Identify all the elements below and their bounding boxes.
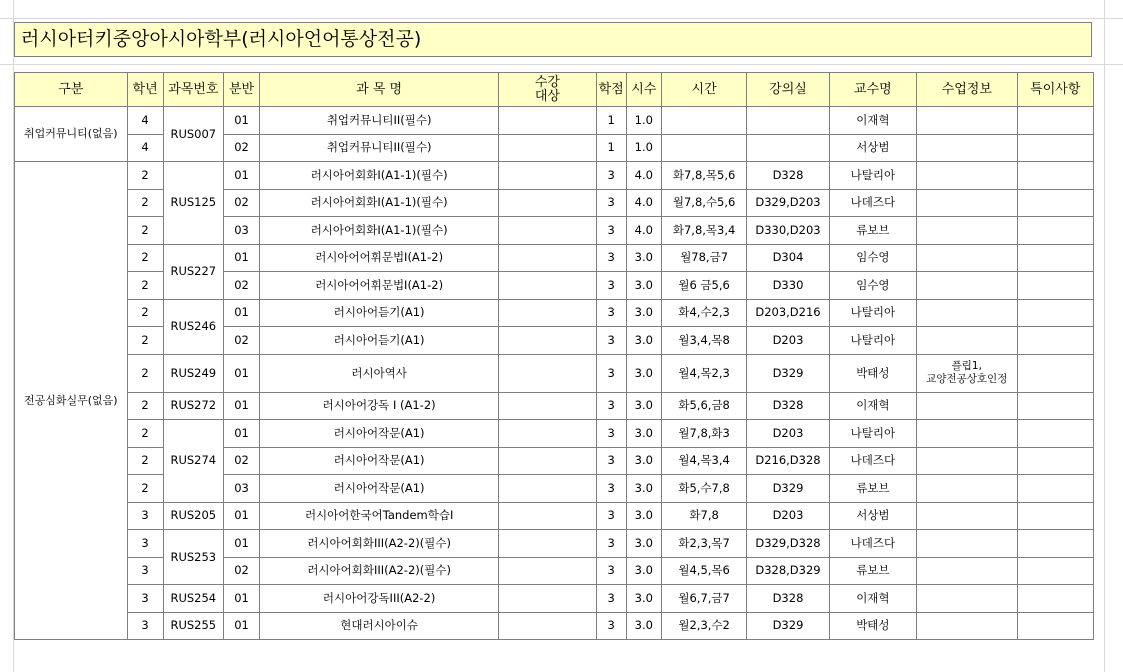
- notes-cell[interactable]: [1017, 392, 1093, 420]
- course-name-cell[interactable]: 러시아어작문(A1): [260, 475, 499, 503]
- hours-cell[interactable]: 3.0: [626, 392, 661, 420]
- room-cell[interactable]: D203: [747, 327, 829, 355]
- info-cell[interactable]: [917, 217, 1017, 245]
- header-room[interactable]: 강의실: [747, 73, 829, 107]
- credit-cell[interactable]: 3: [596, 299, 626, 327]
- notes-cell[interactable]: [1017, 162, 1093, 190]
- course-no-cell[interactable]: RUS007: [163, 107, 223, 162]
- info-cell[interactable]: [917, 475, 1017, 503]
- time-cell[interactable]: 월3,4,목8: [661, 327, 746, 355]
- course-no-cell[interactable]: RUS274: [163, 420, 223, 503]
- professor-cell[interactable]: 이재혁: [829, 392, 916, 420]
- time-cell[interactable]: [661, 107, 746, 135]
- time-cell[interactable]: 월4,5,목6: [661, 557, 746, 585]
- year-cell[interactable]: 2: [127, 217, 163, 245]
- info-cell[interactable]: [917, 189, 1017, 217]
- hours-cell[interactable]: 3.0: [626, 327, 661, 355]
- year-cell[interactable]: 2: [127, 272, 163, 300]
- room-cell[interactable]: D203: [747, 502, 829, 530]
- target-cell[interactable]: [499, 420, 596, 448]
- credit-cell[interactable]: 1: [596, 134, 626, 162]
- header-professor[interactable]: 교수명: [829, 73, 916, 107]
- room-cell[interactable]: D328: [747, 585, 829, 613]
- time-cell[interactable]: 화5,수7,8: [661, 475, 746, 503]
- professor-cell[interactable]: 서상범: [829, 134, 916, 162]
- professor-cell[interactable]: 임수영: [829, 244, 916, 272]
- year-cell[interactable]: 3: [127, 585, 163, 613]
- target-cell[interactable]: [499, 557, 596, 585]
- course-name-cell[interactable]: 러시아어강독 I (A1-2): [260, 392, 499, 420]
- time-cell[interactable]: 월4,목3,4: [661, 447, 746, 475]
- professor-cell[interactable]: 류보브: [829, 475, 916, 503]
- table-row: [15, 420, 1094, 448]
- hours-cell[interactable]: 3.0: [626, 420, 661, 448]
- target-cell[interactable]: [499, 134, 596, 162]
- target-cell[interactable]: [499, 502, 596, 530]
- header-category[interactable]: 구분: [15, 73, 128, 107]
- course-name-cell[interactable]: 취업커뮤니티II(필수): [260, 107, 499, 135]
- section-cell[interactable]: 01: [223, 530, 259, 558]
- notes-cell[interactable]: [1017, 327, 1093, 355]
- info-cell[interactable]: [917, 502, 1017, 530]
- header-section[interactable]: 분반: [223, 73, 259, 107]
- course-name-cell[interactable]: 러시아어회화III(A2-2)(필수): [260, 557, 499, 585]
- room-cell[interactable]: D216,D328: [747, 447, 829, 475]
- course-no-cell[interactable]: RUS249: [163, 354, 223, 392]
- info-cell[interactable]: [917, 557, 1017, 585]
- hours-cell[interactable]: 3.0: [626, 475, 661, 503]
- room-cell[interactable]: [747, 134, 829, 162]
- hours-cell[interactable]: 3.0: [626, 447, 661, 475]
- notes-cell[interactable]: [1017, 107, 1093, 135]
- room-cell[interactable]: D328,D329: [747, 557, 829, 585]
- section-cell[interactable]: 02: [223, 134, 259, 162]
- section-cell[interactable]: 01: [223, 162, 259, 190]
- table-row: [15, 502, 1094, 530]
- header-row: [15, 73, 1094, 107]
- time-cell[interactable]: 화7,8,목3,4: [661, 217, 746, 245]
- time-cell[interactable]: [661, 134, 746, 162]
- target-cell[interactable]: [499, 585, 596, 613]
- year-cell[interactable]: 2: [127, 162, 163, 190]
- professor-cell[interactable]: 나탈리아: [829, 299, 916, 327]
- room-cell[interactable]: D329,D328: [747, 530, 829, 558]
- info-cell[interactable]: [917, 392, 1017, 420]
- section-cell[interactable]: 02: [223, 327, 259, 355]
- table-row: [15, 612, 1094, 640]
- year-cell[interactable]: 2: [127, 447, 163, 475]
- credit-cell[interactable]: 3: [596, 162, 626, 190]
- time-cell[interactable]: 화2,3,목7: [661, 530, 746, 558]
- info-cell[interactable]: [917, 447, 1017, 475]
- credit-cell[interactable]: 1: [596, 107, 626, 135]
- table-row: [15, 530, 1094, 558]
- category-cell[interactable]: 취업커뮤니티(없음): [15, 107, 128, 162]
- notes-cell[interactable]: [1017, 475, 1093, 503]
- course-name-cell[interactable]: 러시아어듣기(A1): [260, 299, 499, 327]
- info-cell[interactable]: 플립1, 교양전공상호인정: [917, 354, 1017, 392]
- notes-cell[interactable]: [1017, 217, 1093, 245]
- section-cell[interactable]: 01: [223, 244, 259, 272]
- notes-cell[interactable]: [1017, 502, 1093, 530]
- professor-cell[interactable]: 박태성: [829, 354, 916, 392]
- info-cell[interactable]: [917, 612, 1017, 640]
- hours-cell[interactable]: 3.0: [626, 299, 661, 327]
- time-cell[interactable]: 화7,8,목5,6: [661, 162, 746, 190]
- professor-cell[interactable]: 임수영: [829, 272, 916, 300]
- category-cell[interactable]: 전공심화실무(없음): [15, 162, 128, 640]
- section-cell[interactable]: 02: [223, 447, 259, 475]
- year-cell[interactable]: 2: [127, 392, 163, 420]
- hours-cell[interactable]: 4.0: [626, 217, 661, 245]
- header-notes[interactable]: 특이사항: [1017, 73, 1093, 107]
- info-cell[interactable]: [917, 244, 1017, 272]
- year-cell[interactable]: 3: [127, 557, 163, 585]
- hours-cell[interactable]: 3.0: [626, 557, 661, 585]
- info-cell[interactable]: [917, 299, 1017, 327]
- credit-cell[interactable]: 3: [596, 612, 626, 640]
- notes-cell[interactable]: [1017, 557, 1093, 585]
- course-name-cell[interactable]: 러시아어어휘문법I(A1-2): [260, 244, 499, 272]
- year-cell[interactable]: 2: [127, 189, 163, 217]
- target-cell[interactable]: [499, 189, 596, 217]
- target-cell[interactable]: [499, 217, 596, 245]
- time-cell[interactable]: 월2,3,수2: [661, 612, 746, 640]
- notes-cell[interactable]: [1017, 612, 1093, 640]
- section-cell[interactable]: 03: [223, 475, 259, 503]
- credit-cell[interactable]: 3: [596, 502, 626, 530]
- year-cell[interactable]: 3: [127, 502, 163, 530]
- year-cell[interactable]: 4: [127, 134, 163, 162]
- table-row: [15, 244, 1094, 272]
- professor-cell[interactable]: 이재혁: [829, 585, 916, 613]
- room-cell[interactable]: D330: [747, 272, 829, 300]
- notes-cell[interactable]: [1017, 585, 1093, 613]
- table-row: [15, 585, 1094, 613]
- section-cell[interactable]: 02: [223, 272, 259, 300]
- course-name-cell[interactable]: 러시아어작문(A1): [260, 420, 499, 448]
- info-cell[interactable]: [917, 134, 1017, 162]
- course-name-cell[interactable]: 러시아어회화III(A2-2)(필수): [260, 530, 499, 558]
- sheet-title[interactable]: 러시아터키중앙아시아학부(러시아언어통상전공): [14, 22, 1092, 57]
- credit-cell[interactable]: 3: [596, 420, 626, 448]
- target-cell[interactable]: [499, 392, 596, 420]
- room-cell[interactable]: D330,D203: [747, 217, 829, 245]
- course-name-cell[interactable]: 러시아어강독III(A2-2): [260, 585, 499, 613]
- target-cell[interactable]: [499, 299, 596, 327]
- section-cell[interactable]: 01: [223, 299, 259, 327]
- course-no-cell[interactable]: RUS253: [163, 530, 223, 585]
- hours-cell[interactable]: 4.0: [626, 162, 661, 190]
- notes-cell[interactable]: [1017, 189, 1093, 217]
- hours-cell[interactable]: 3.0: [626, 502, 661, 530]
- room-cell[interactable]: D329: [747, 475, 829, 503]
- target-cell[interactable]: [499, 612, 596, 640]
- professor-cell[interactable]: 나데즈다: [829, 530, 916, 558]
- credit-cell[interactable]: 3: [596, 475, 626, 503]
- credit-cell[interactable]: 3: [596, 354, 626, 392]
- header-course-name[interactable]: 과 목 명: [260, 73, 499, 107]
- sheet-gridline: [0, 18, 1123, 19]
- header-year[interactable]: 학년: [127, 73, 163, 107]
- header-target[interactable]: 수강 대상: [499, 73, 596, 107]
- room-cell[interactable]: D328: [747, 392, 829, 420]
- sheet-gridline: [0, 64, 1123, 65]
- target-cell[interactable]: [499, 162, 596, 190]
- credit-cell[interactable]: 3: [596, 272, 626, 300]
- credit-cell[interactable]: 3: [596, 392, 626, 420]
- hours-cell[interactable]: 1.0: [626, 134, 661, 162]
- info-cell[interactable]: [917, 272, 1017, 300]
- course-no-cell[interactable]: RUS227: [163, 244, 223, 299]
- target-cell[interactable]: [499, 447, 596, 475]
- section-cell[interactable]: 01: [223, 502, 259, 530]
- room-cell[interactable]: D304: [747, 244, 829, 272]
- table-row: [15, 392, 1094, 420]
- course-no-cell[interactable]: RUS255: [163, 612, 223, 640]
- room-cell[interactable]: D329: [747, 612, 829, 640]
- professor-cell[interactable]: 류보브: [829, 217, 916, 245]
- section-cell[interactable]: 02: [223, 557, 259, 585]
- header-time[interactable]: 시간: [661, 73, 746, 107]
- info-cell[interactable]: [917, 162, 1017, 190]
- table-row: [15, 162, 1094, 190]
- section-cell[interactable]: 01: [223, 392, 259, 420]
- year-cell[interactable]: 2: [127, 244, 163, 272]
- time-cell[interactable]: 월4,목2,3: [661, 354, 746, 392]
- time-cell[interactable]: 월7,8,화3: [661, 420, 746, 448]
- professor-cell[interactable]: 나데즈다: [829, 189, 916, 217]
- course-no-cell[interactable]: RUS272: [163, 392, 223, 420]
- course-name-cell[interactable]: 현대러시아이슈: [260, 612, 499, 640]
- notes-cell[interactable]: [1017, 299, 1093, 327]
- target-cell[interactable]: [499, 327, 596, 355]
- course-name-cell[interactable]: 러시아역사: [260, 354, 499, 392]
- room-cell[interactable]: D203: [747, 420, 829, 448]
- hours-cell[interactable]: 3.0: [626, 354, 661, 392]
- time-cell[interactable]: 월6 금5,6: [661, 272, 746, 300]
- target-cell[interactable]: [499, 530, 596, 558]
- year-cell[interactable]: 2: [127, 420, 163, 448]
- credit-cell[interactable]: 3: [596, 327, 626, 355]
- header-course-no[interactable]: 과목번호: [163, 73, 223, 107]
- section-cell[interactable]: 01: [223, 107, 259, 135]
- target-cell[interactable]: [499, 107, 596, 135]
- target-cell[interactable]: [499, 272, 596, 300]
- hours-cell[interactable]: 3.0: [626, 272, 661, 300]
- time-cell[interactable]: 화5,6,금8: [661, 392, 746, 420]
- hours-cell[interactable]: 3.0: [626, 585, 661, 613]
- notes-cell[interactable]: [1017, 530, 1093, 558]
- credit-cell[interactable]: 3: [596, 530, 626, 558]
- room-cell[interactable]: D329: [747, 354, 829, 392]
- year-cell[interactable]: 3: [127, 612, 163, 640]
- professor-cell[interactable]: 류보브: [829, 557, 916, 585]
- room-cell[interactable]: [747, 107, 829, 135]
- course-name-cell[interactable]: 러시아어어휘문법I(A1-2): [260, 272, 499, 300]
- header-hours[interactable]: 시수: [626, 73, 661, 107]
- year-cell[interactable]: 4: [127, 107, 163, 135]
- hours-cell[interactable]: 3.0: [626, 530, 661, 558]
- professor-cell[interactable]: 이재혁: [829, 107, 916, 135]
- header-credit[interactable]: 학점: [596, 73, 626, 107]
- year-cell[interactable]: 2: [127, 475, 163, 503]
- room-cell[interactable]: D203,D216: [747, 299, 829, 327]
- course-name-cell[interactable]: 취업커뮤니티II(필수): [260, 134, 499, 162]
- course-no-cell[interactable]: RUS254: [163, 585, 223, 613]
- professor-cell[interactable]: 나데즈다: [829, 447, 916, 475]
- course-name-cell[interactable]: 러시아어회화I(A1-1)(필수): [260, 189, 499, 217]
- notes-cell[interactable]: [1017, 420, 1093, 448]
- notes-cell[interactable]: [1017, 447, 1093, 475]
- table-body: [15, 107, 1094, 640]
- time-cell[interactable]: 월7,8,수5,6: [661, 189, 746, 217]
- notes-cell[interactable]: [1017, 272, 1093, 300]
- target-cell[interactable]: [499, 354, 596, 392]
- course-name-cell[interactable]: 러시아어회화I(A1-1)(필수): [260, 217, 499, 245]
- info-cell[interactable]: [917, 107, 1017, 135]
- hours-cell[interactable]: 3.0: [626, 244, 661, 272]
- section-cell[interactable]: 01: [223, 585, 259, 613]
- target-cell[interactable]: [499, 244, 596, 272]
- credit-cell[interactable]: 3: [596, 217, 626, 245]
- course-name-cell[interactable]: 러시아어한국어Tandem학습I: [260, 502, 499, 530]
- section-cell[interactable]: 01: [223, 420, 259, 448]
- course-no-cell[interactable]: RUS205: [163, 502, 223, 530]
- year-cell[interactable]: 2: [127, 299, 163, 327]
- professor-cell[interactable]: 나탈리아: [829, 420, 916, 448]
- info-cell[interactable]: [917, 585, 1017, 613]
- credit-cell[interactable]: 3: [596, 189, 626, 217]
- section-cell[interactable]: 03: [223, 217, 259, 245]
- year-cell[interactable]: 2: [127, 327, 163, 355]
- time-cell[interactable]: 화4,수2,3: [661, 299, 746, 327]
- time-cell[interactable]: 월78,금7: [661, 244, 746, 272]
- time-cell[interactable]: 화7,8: [661, 502, 746, 530]
- professor-cell[interactable]: 나탈리아: [829, 327, 916, 355]
- table-row: [15, 354, 1094, 392]
- course-name-cell[interactable]: 러시아어회화I(A1-1)(필수): [260, 162, 499, 190]
- notes-cell[interactable]: [1017, 134, 1093, 162]
- credit-cell[interactable]: 3: [596, 557, 626, 585]
- credit-cell[interactable]: 3: [596, 244, 626, 272]
- info-cell[interactable]: [917, 420, 1017, 448]
- year-cell[interactable]: 2: [127, 354, 163, 392]
- room-cell[interactable]: D328: [747, 162, 829, 190]
- notes-cell[interactable]: [1017, 354, 1093, 392]
- course-name-cell[interactable]: 러시아어듣기(A1): [260, 327, 499, 355]
- hours-cell[interactable]: 3.0: [626, 612, 661, 640]
- hours-cell[interactable]: 4.0: [626, 189, 661, 217]
- professor-cell[interactable]: 나탈리아: [829, 162, 916, 190]
- hours-cell[interactable]: 1.0: [626, 107, 661, 135]
- course-schedule-table: [14, 72, 1094, 640]
- sheet-gridline: [1104, 0, 1105, 672]
- section-cell[interactable]: 01: [223, 612, 259, 640]
- room-cell[interactable]: D329,D203: [747, 189, 829, 217]
- info-cell[interactable]: [917, 327, 1017, 355]
- credit-cell[interactable]: 3: [596, 447, 626, 475]
- course-no-cell[interactable]: RUS246: [163, 299, 223, 354]
- year-cell[interactable]: 3: [127, 530, 163, 558]
- table-row: [15, 299, 1094, 327]
- table-row: [15, 107, 1094, 135]
- professor-cell[interactable]: 박태성: [829, 612, 916, 640]
- section-cell[interactable]: 01: [223, 354, 259, 392]
- header-info[interactable]: 수업정보: [917, 73, 1017, 107]
- professor-cell[interactable]: 서상범: [829, 502, 916, 530]
- course-name-cell[interactable]: 러시아어작문(A1): [260, 447, 499, 475]
- time-cell[interactable]: 월6,7,금7: [661, 585, 746, 613]
- target-cell[interactable]: [499, 475, 596, 503]
- info-cell[interactable]: [917, 530, 1017, 558]
- notes-cell[interactable]: [1017, 244, 1093, 272]
- course-no-cell[interactable]: RUS125: [163, 162, 223, 245]
- section-cell[interactable]: 02: [223, 189, 259, 217]
- credit-cell[interactable]: 3: [596, 585, 626, 613]
